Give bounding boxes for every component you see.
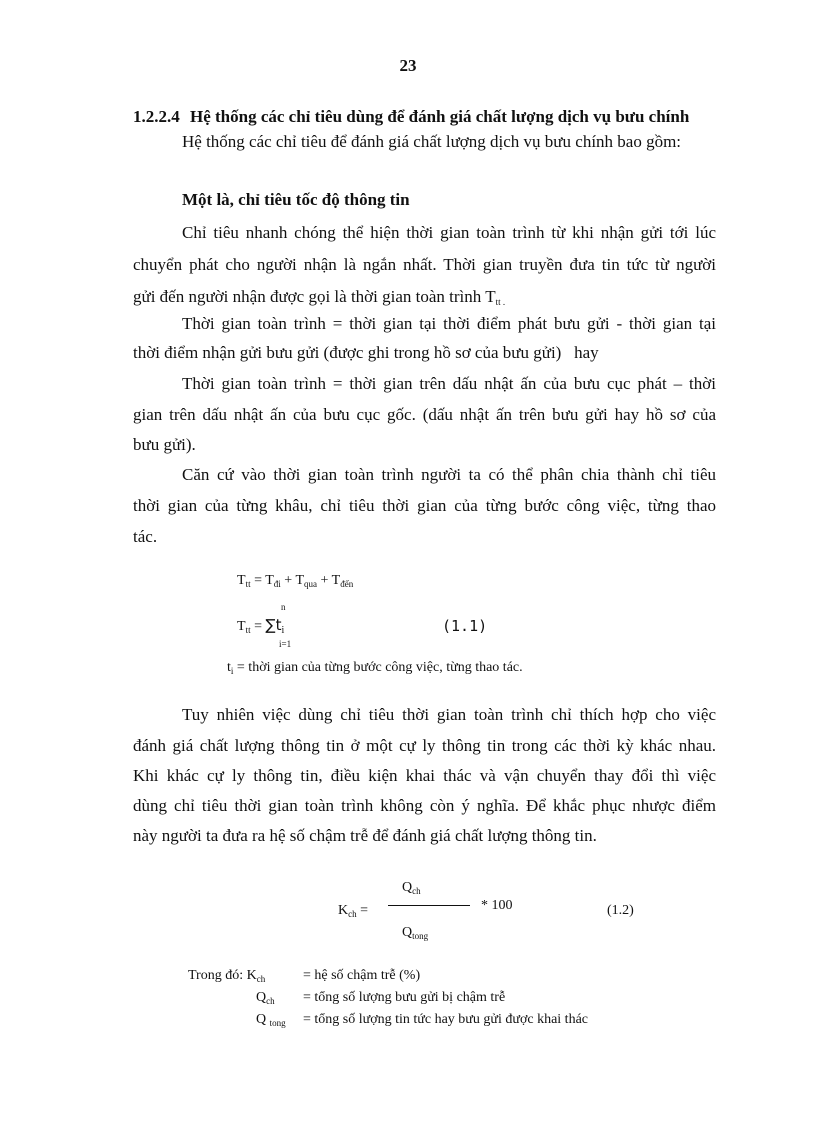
formula-note: $t_i$ = thời gian của từng bước công việc, từng thao tác. [227,660,523,676]
section-number: 1.2.2.4 [133,107,180,126]
paragraph-line: Khi khác cự ly thông tin, điều kiện khai thác và vận chuyển thay đổi thì việc [133,766,716,785]
fraction-bar [388,905,470,906]
formula-number: (1.2) [607,903,634,918]
formula-line-2: $T_{tt} = \sum t_i$ [237,616,285,636]
paragraph-line: này người ta đưa ra hệ số chậm trễ để đánh giá chất lượng thông tin. [133,826,597,845]
legend-q2-text: = tổng số lượng tin tức hay bưu gửi được khai thác [303,1012,588,1027]
subheading: Một là, chỉ tiêu tốc độ thông tin [182,190,410,209]
paragraph-line: chuyển phát cho người nhận là ngắn nhất. Thời gian truyền đưa tin tức từ người [133,255,716,274]
paragraph-line: đánh giá chất lượng thông tin ở một cự ly thông tin trong các thời kỳ khác nhau. [133,736,716,755]
paragraph-line: Thời gian toàn trình = thời gian tại thời điểm phát bưu gửi - thời gian tại [182,314,716,333]
sigma-lower-limit: i=1 [279,639,292,649]
legend-q2-symbol: Q $_{tong}$ [256,1012,286,1028]
fraction-denominator: $Q_{tong}$ [402,925,429,941]
page-number: 23 [399,56,417,75]
section-intro: Hệ thống các chỉ tiêu để đánh giá chất lượng dịch vụ bưu chính bao gồm: [182,132,682,151]
paragraph-line: tác. [133,527,158,546]
section-heading [133,107,689,127]
sigma-upper-limit: n [281,602,286,612]
paragraph-line: Thời gian toàn trình = thời gian trên dấu nhật ấn của bưu cục phát – thời [182,374,716,393]
fraction-numerator: $Q_{ch}$ [402,880,421,896]
formula-lhs: $K_{ch}$ = [338,903,369,919]
formula-multiplier: * 100 [481,898,513,913]
paragraph-line: thời điểm nhận gửi bưu gửi (được ghi trong hồ sơ của bưu gửi) hay [133,343,599,362]
legend-q1-symbol: $Q_{ch}$ [256,990,275,1006]
legend-q1-text: = tổng số lượng bưu gửi bị chậm trễ [303,990,506,1005]
section-title: Hệ thống các chỉ tiêu dùng để đánh giá chất lượng dịch vụ bưu chính [190,107,690,126]
legend-k-text: = hệ số chậm trễ (%) [303,968,421,983]
paragraph-line: Căn cứ vào thời gian toàn trình người ta có thể phân chia thành chỉ tiêu [182,465,716,484]
paragraph-line: gửi đến người nhận được gọi là thời gian toàn trình $T_{tt .}$ [133,287,506,307]
paragraph-line: thời gian của từng khâu, chỉ tiêu thời gian của từng bước công việc, từng thao [133,496,716,515]
paragraph-line: dùng chỉ tiêu thời gian toàn trình không còn ý nghĩa. Để khắc phục nhược điểm [133,796,716,815]
paragraph-line: gian trên dấu nhật ấn của bưu cục gốc. (dấu nhật ấn trên bưu gửi hay hồ sơ của [133,405,716,424]
paragraph-line: Chỉ tiêu nhanh chóng thể hiện thời gian toàn trình từ khi nhận gửi tới lúc [182,223,716,242]
legend-prefix: Trong đó: $K_{ch}$ [188,968,266,984]
formula-line-1: $T_{tt} = T_{đi} + T_{qua} + T_{đến}$ [237,573,354,589]
paragraph-line: Tuy nhiên việc dùng chỉ tiêu thời gian toàn trình chỉ thích hợp cho việc [182,705,716,724]
formula-number: (1.1) [442,617,488,635]
paragraph-line: bưu gửi). [133,435,196,454]
